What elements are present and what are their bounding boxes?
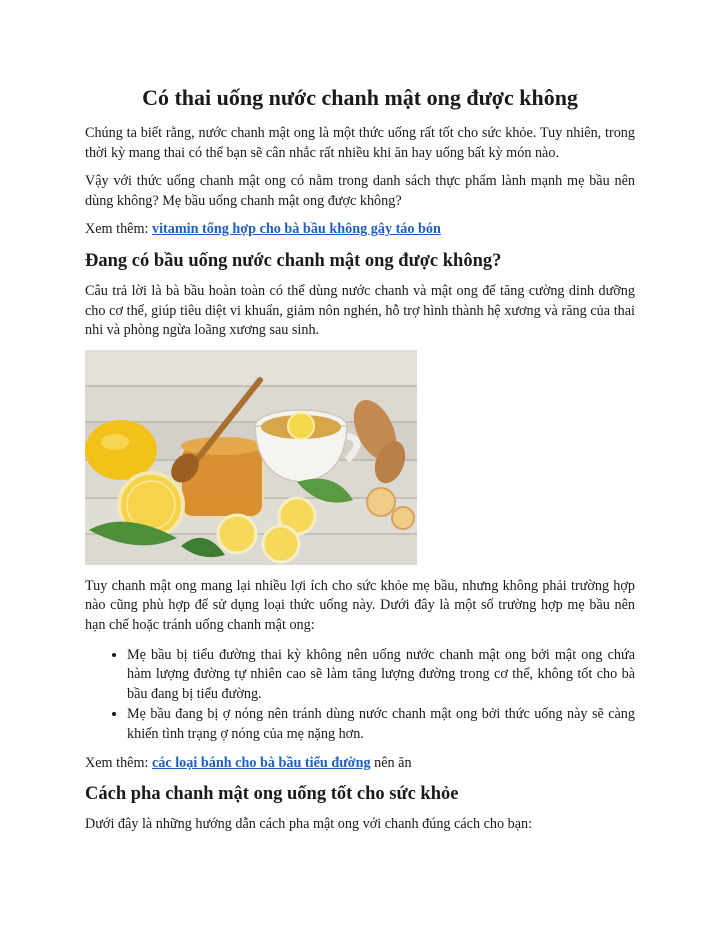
section-1-heading: Đang có bầu uống nước chanh mật ong được không? (85, 250, 502, 271)
see-more-label: Xem thêm: (85, 754, 152, 771)
list-item: • Mẹ bầu đang bị ợ nóng nên tránh dùng nước chanh mật ong bởi thức uống này sẽ càng khiến tình trạng ợ nóng của mẹ nặng hơn. (127, 704, 635, 744)
document-page (85, 84, 635, 844)
vitamin-link[interactable]: vitamin tổng hợp cho bà bầu không gây táo bón (151, 221, 441, 238)
page-title: Có thai uống nước chanh mật ong được không (142, 85, 578, 110)
lemon-honey-tea-photo (85, 350, 417, 565)
intro-paragraph-1: Chúng ta biết rằng, nước chanh mật ong là một thức uống rất tốt cho sức khỏe. Tuy nhiên, trong thời kỳ mang thai có thể bạn sẽ cân nhắc rất nhiều khi ăn hay uống bất kỳ món nào. (85, 125, 635, 161)
see-more-label: Xem thêm: (85, 221, 152, 238)
intro-paragraph-2: Vậy với thức uống chanh mật ong có nằm trong danh sách thực phẩm lành mạnh mẹ bầu nên dùng không? Mẹ bầu uống chanh mật ong được không? (85, 173, 635, 209)
bullet-list (85, 645, 635, 745)
section-2-paragraph-1: Dưới đây là những hướng dẫn cách pha mật ong với chanh đúng cách cho bạn: (85, 816, 533, 833)
list-item: • Mẹ bầu bị tiểu đường thai kỳ không nên uống nước chanh mật ong bởi mật ong chứa hàm lượng đường tự nhiên cao sẽ làm tăng lượng đường trong cơ thể, không tốt cho bà bầu đang bị tiểu đường. (127, 645, 635, 705)
section-1-paragraph-1: Câu trả lời là bà bầu hoàn toàn có thể dùng nước chanh và mật ong để tăng cường dinh dưỡng cho cơ thể, giúp tiêu diệt vi khuẩn, giảm nôn nghén, hỗ trợ hình thành hệ xương và răng của thai nhi và phòng ngừa loãng xương sau sinh. (85, 282, 635, 339)
see-more-line-2 (85, 754, 635, 774)
diabetes-cakes-link[interactable]: các loại bánh cho bà bầu tiểu đường (151, 754, 371, 771)
section-1-paragraph-2: Tuy chanh mật ong mang lại nhiều lợi ích cho sức khỏe mẹ bầu, nhưng không phải trường hợp nào cũng phù hợp để sử dụng loại thức uống này. Dưới đây là một số trường hợp mẹ bầu nên hạn chế hoặc tránh uống chanh mật ong: (85, 577, 635, 633)
see-more-suffix: nên ăn (370, 754, 412, 771)
see-more-line-1 (85, 220, 635, 240)
section-2-heading: Cách pha chanh mật ong uống tốt cho sức khỏe (85, 784, 459, 805)
